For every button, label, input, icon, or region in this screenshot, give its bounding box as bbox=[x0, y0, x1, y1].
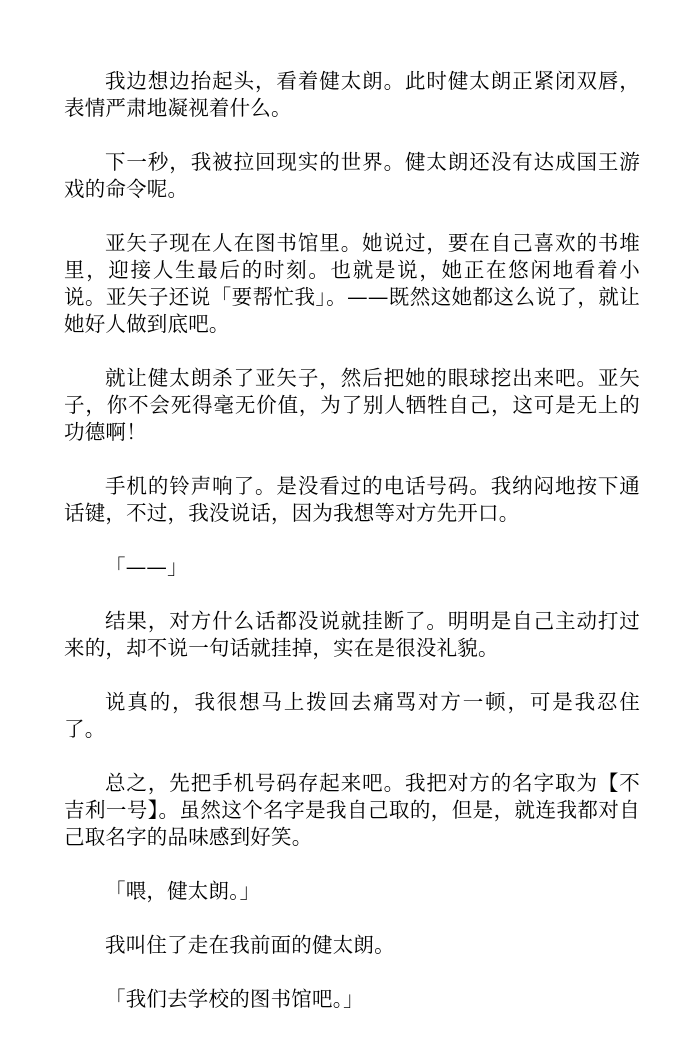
paragraph: 结果，对方什么话都没说就挂断了。明明是自己主动打过来的，却不说一句话就挂掉，实在是很没礼貌。 bbox=[64, 609, 640, 660]
dialogue-line: 「——」 bbox=[105, 555, 188, 579]
paragraph: 说真的，我很想马上拨回去痛骂对方一顿，可是我忍住了。 bbox=[64, 690, 640, 741]
paragraph: 亚矢子现在人在图书馆里。她说过，要在自己喜欢的书堆里，迎接人生最后的时刻。也就是说，她正在悠闲地看着小说。亚矢子还说「要帮忙我」。——既然这她都这么说了，就让她好人做到底吧。 bbox=[64, 231, 640, 336]
dialogue-line: 「我们去学校的图书馆吧。」 bbox=[105, 987, 364, 1011]
paragraph: 就让健太朗杀了亚矢子，然后把她的眼球挖出来吧。亚矢子，你不会死得毫无价值，为了别人牺牲自己，这可是无上的功德啊！ bbox=[64, 366, 640, 444]
paragraph: 下一秒，我被拉回现实的世界。健太朗还没有达成国王游戏的命令呢。 bbox=[64, 150, 640, 201]
paragraph: 我叫住了走在我前面的健太朗。 bbox=[105, 933, 395, 957]
dialogue-line: 「喂，健太朗。」 bbox=[105, 879, 261, 903]
paragraph: 我边想边抬起头，看着健太朗。此时健太朗正紧闭双唇，表情严肃地凝视着什么。 bbox=[64, 69, 640, 120]
paragraph: 手机的铃声响了。是没看过的电话号码。我纳闷地按下通话键，不过，我没说话，因为我想等对方先开口。 bbox=[64, 474, 640, 525]
paragraph: 总之，先把手机号码存起来吧。我把对方的名字取为【不吉利一号】。虽然这个名字是我自己取的，但是，就连我都对自己取名字的品味感到好笑。 bbox=[64, 771, 640, 849]
novel-page bbox=[64, 68, 640, 1040]
